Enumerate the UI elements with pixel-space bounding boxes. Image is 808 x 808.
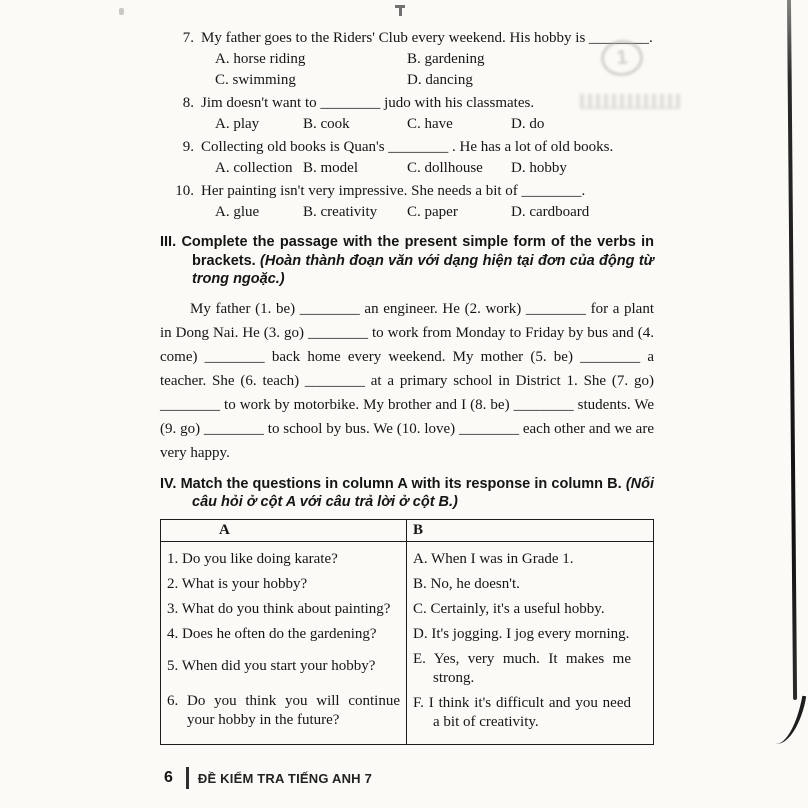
question-item-6: 6. Do you think you will continue your hobby in the future?	[167, 692, 400, 728]
option-d: D. do	[511, 116, 545, 132]
page-footer	[164, 766, 372, 790]
scanned-page	[160, 28, 654, 745]
column-a-cell	[161, 541, 407, 744]
question-text: Her painting isn't very impressive. She needs a bit of ________.	[201, 183, 586, 199]
options-grid	[215, 49, 654, 91]
option-c: C. dollhouse	[407, 160, 483, 176]
question-text: Collecting old books is Quan's ________ . He has a lot of old books.	[201, 139, 614, 155]
question-number: 10.	[175, 183, 194, 199]
response-item-e: E. Yes, very much. It makes me strong.	[413, 650, 631, 686]
option-b: B. model	[303, 160, 358, 176]
question-7	[160, 28, 654, 91]
mcq-section	[160, 28, 654, 223]
question-line	[160, 181, 654, 202]
response-item-c: C. Certainly, it's a useful hobby.	[413, 600, 605, 617]
option-d: D. dancing	[407, 72, 473, 88]
scan-speck-top	[395, 5, 405, 8]
option-a: A. horse riding	[215, 51, 306, 67]
question-line	[160, 28, 654, 49]
question-10	[160, 181, 654, 223]
option-b: B. cook	[303, 116, 350, 132]
option-c: C. swimming	[215, 72, 296, 88]
table-header-row	[161, 519, 654, 541]
option-a: A. play	[215, 116, 260, 132]
cloze-passage: My father (1. be) ________ an engineer. He (2. work) ________ for a plant in Dong Nai. He (3. go) ________ to work from Monday to Friday by bus and (4. come) ________ back home every weekend. My mother (5. be) ________ a teacher. She (6. teach) ________ at a primary school in District 1. She (7. go) ________ to work by motorbike. My brother and I (8. be) ________ students. We (9. go) ________ to school by bus. We (10. love) ________ each other and we are very happy.	[160, 300, 654, 461]
column-b-header: B	[407, 519, 654, 541]
section-3-title-vietnamese: (Hoàn thành đoạn văn với dạng hiện tại đơn của động từ trong ngoặc.)	[192, 252, 654, 287]
question-9	[160, 137, 654, 179]
section-4-title: Match the questions in column A with its response in column B.	[180, 475, 622, 492]
table-body-row	[161, 541, 654, 744]
option-a: A. collection	[215, 160, 293, 176]
column-a-list	[167, 550, 400, 730]
page-number: 6	[164, 769, 173, 786]
column-b-list	[413, 550, 647, 732]
question-item-3: 3. What do you think about painting?	[167, 600, 391, 617]
matching-table	[160, 519, 654, 745]
response-item-d: D. It's jogging. I jog every morning.	[413, 625, 630, 642]
section-4-title-vietnamese: (Nối câu hỏi ở cột A với câu trả lời ở cột B.)	[192, 475, 655, 510]
question-item-1: 1. Do you like doing karate?	[167, 550, 338, 567]
question-line	[160, 137, 654, 158]
option-c: C. paper	[407, 204, 458, 220]
options-grid	[215, 114, 654, 135]
column-a-header: A	[161, 519, 407, 541]
response-item-f: F. I think it's difficult and you need a bit of creativity.	[413, 694, 631, 730]
response-item-b: B. No, he doesn't.	[413, 575, 520, 592]
bleed-through-text-smudge	[580, 94, 680, 109]
question-text: My father goes to the Riders' Club every weekend. His hobby is ________.	[201, 30, 653, 46]
question-item-4: 4. Does he often do the gardening?	[167, 625, 377, 642]
column-b-cell	[407, 541, 654, 744]
response-item-a: A. When I was in Grade 1.	[413, 550, 574, 567]
section-3-number: III.	[160, 234, 177, 250]
option-b: B. gardening	[407, 51, 485, 67]
question-number: 9.	[182, 139, 194, 155]
scan-edge-curve-artifact	[776, 692, 807, 747]
section-3-title: Complete the passage with the present simple form of the verbs in brackets.	[181, 234, 654, 269]
scan-speck-left	[119, 8, 124, 15]
question-item-2: 2. What is your hobby?	[167, 575, 308, 592]
option-c: C. have	[407, 116, 453, 132]
bleed-through-unit-number: 1	[600, 39, 644, 78]
section-4-heading	[160, 475, 654, 512]
option-a: A. glue	[215, 204, 260, 220]
option-b: B. creativity	[303, 204, 378, 220]
options-grid	[215, 202, 654, 223]
scan-edge-artifact	[787, 0, 797, 700]
options-grid	[215, 158, 654, 179]
question-number: 8.	[182, 95, 194, 111]
question-number: 7.	[182, 30, 194, 46]
question-item-5: 5. When did you start your hobby?	[167, 657, 376, 674]
section-3-heading	[160, 233, 654, 289]
footer-divider	[186, 767, 189, 789]
option-d: D. cardboard	[511, 204, 590, 220]
section-4-number: IV.	[160, 475, 177, 492]
question-text: Jim doesn't want to ________ judo with his classmates.	[201, 95, 535, 111]
book-title: ĐỀ KIỂM TRA TIẾNG ANH 7	[197, 770, 372, 786]
option-d: D. hobby	[511, 160, 567, 176]
